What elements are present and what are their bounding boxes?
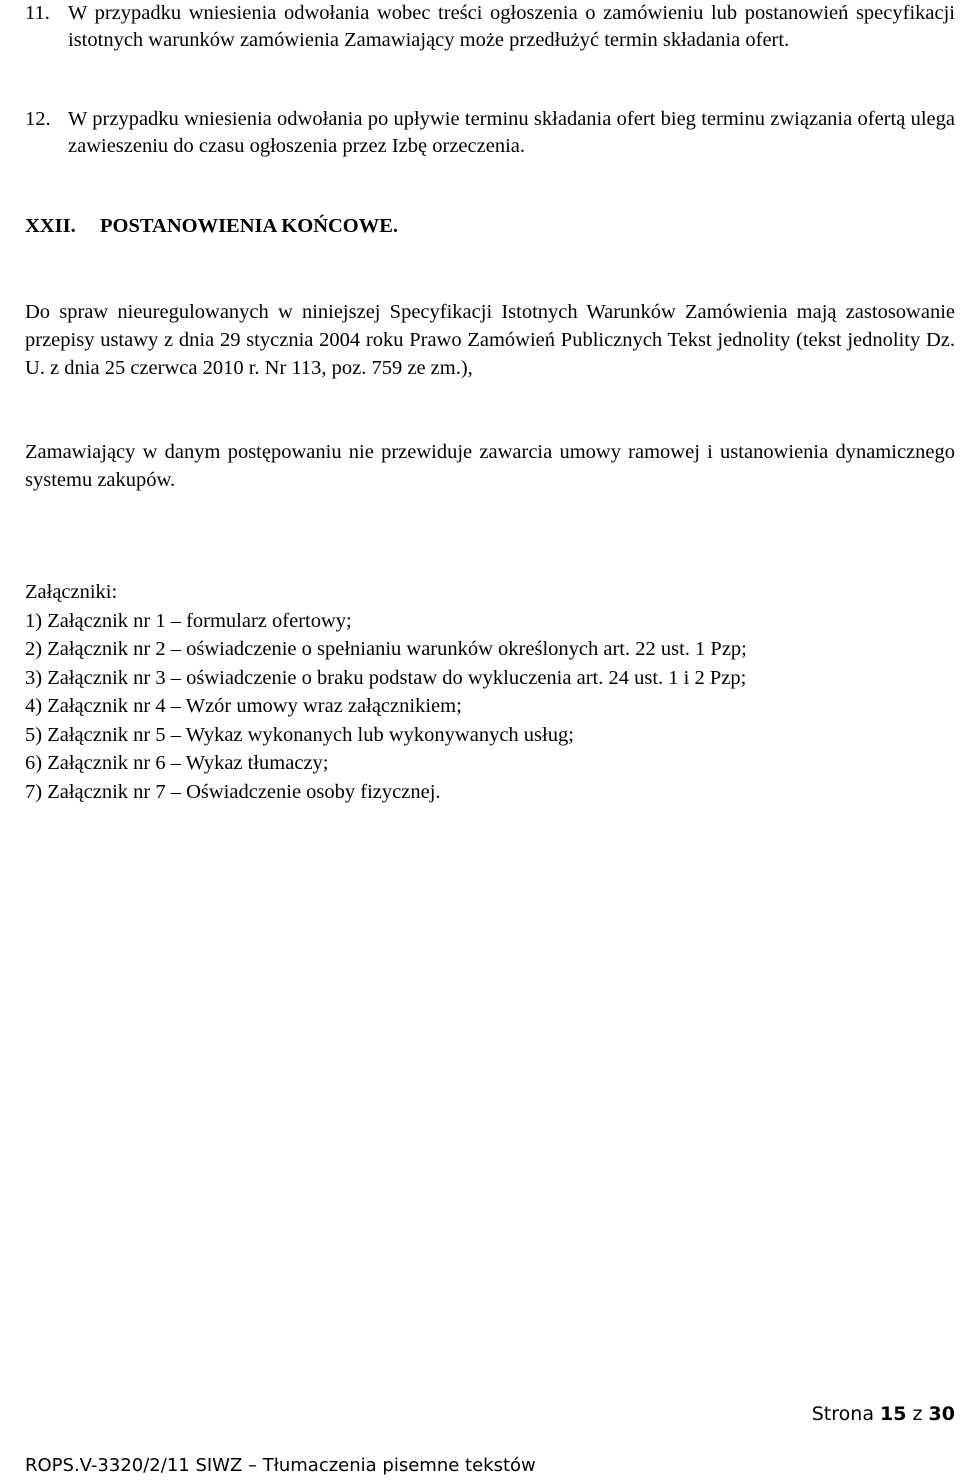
- attachments-heading: Załączniki:: [25, 581, 118, 603]
- numbered-item: [25, 106, 955, 160]
- attachments-list: [25, 578, 747, 806]
- attachment-item: 5) Załącznik nr 5 – Wykaz wykonanych lub wykonywanych usług;: [25, 723, 574, 746]
- attachment-item: 1) Załącznik nr 1 – formularz ofertowy;: [25, 609, 352, 632]
- numbered-item: [25, 0, 955, 54]
- paragraph: Do spraw nieuregulowanych w niniejszej Specyfikacji Istotnych Warunków Zamówienia mają zastosowanie przepisy ustawy z dnia 29 stycznia 2004 roku Prawo Zamówień Publicznych Tekst jednolity (tekst jednolity Dz. U. z dnia 25 czerwca 2010 r. Nr 113, poz. 759 ze zm.),: [25, 301, 955, 379]
- section-number: XXII.: [25, 215, 76, 237]
- attachment-item: 7) Załącznik nr 7 – Oświadczenie osoby fizycznej.: [25, 780, 441, 803]
- page-current: 15: [880, 1403, 907, 1425]
- item-number: 11.: [25, 2, 50, 24]
- page-number: [812, 1403, 955, 1425]
- page-label: Strona: [811, 1403, 874, 1425]
- item-text: W przypadku wniesienia odwołania po upływie terminu składania ofert bieg terminu związania ofertą ulega zawieszeniu do czasu ogłoszenia przez Izbę orzeczenia.: [68, 108, 955, 157]
- attachment-item: 6) Załącznik nr 6 – Wykaz tłumaczy;: [25, 752, 329, 774]
- paragraph: Zamawiający w danym postępowaniu nie przewiduje zawarcia umowy ramowej i ustanowienia dynamicznego systemu zakupów.: [25, 441, 955, 491]
- section-title: POSTANOWIENIA KOŃCOWE.: [100, 215, 399, 237]
- attachment-item: 2) Załącznik nr 2 – oświadczenie o spełnianiu warunków określonych art. 22 ust. 1 Pzp;: [25, 638, 747, 660]
- item-text: W przypadku wniesienia odwołania wobec treści ogłoszenia o zamówieniu lub postanowień specyfikacji istotnych warunków zamówienia Zamawiający może przedłużyć termin składania ofert.: [68, 2, 955, 51]
- page-of: z: [912, 1403, 923, 1425]
- attachment-item: 4) Załącznik nr 4 – Wzór umowy wraz załącznikiem;: [25, 695, 462, 717]
- attachment-item: 3) Załącznik nr 3 – oświadczenie o braku podstaw do wykluczenia art. 24 ust. 1 i 2 Pzp;: [25, 666, 747, 689]
- item-number: 12.: [25, 108, 51, 130]
- page-total: 30: [928, 1403, 955, 1425]
- document-reference: ROPS.V-3320/2/11 SIWZ – Tłumaczenia pisemne tekstów: [25, 1455, 536, 1476]
